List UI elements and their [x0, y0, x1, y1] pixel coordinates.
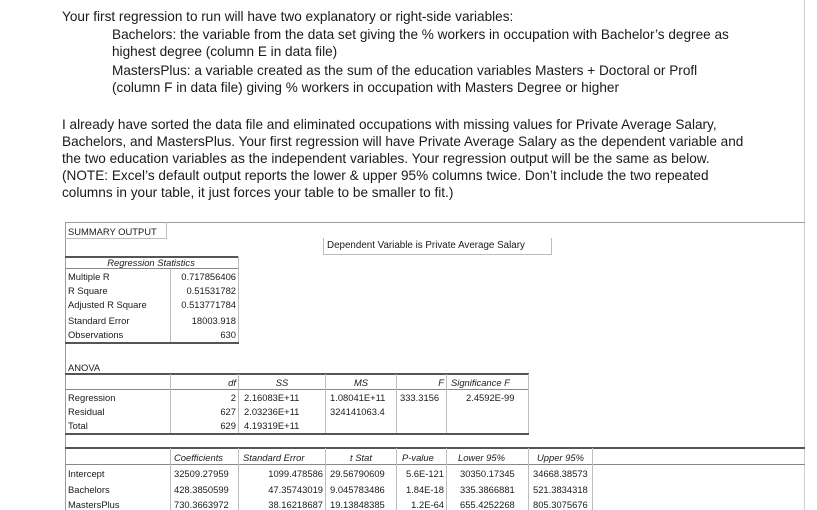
page-edge-line	[804, 0, 805, 510]
coef-col-divider	[325, 448, 326, 510]
coef-header-t: t Stat	[350, 452, 372, 463]
intro-text: Your first regression to run will have two explanatory or right-side variables:	[62, 9, 514, 24]
summary-cell-border	[166, 222, 167, 238]
coef-lower: 30350.17345	[460, 468, 515, 479]
coef-se: 1099.478586	[268, 468, 323, 479]
coef-header-coefficients: Coefficients	[174, 452, 223, 463]
anova-header-rule	[65, 389, 529, 390]
anova-col-divider	[238, 374, 239, 434]
coef-se: 47.35743019	[268, 484, 323, 495]
paragraph-line: Bachelors, and MastersPlus. Your first regression will have Private Average Salary as the dependent variable and	[62, 134, 744, 149]
anova-top-rule	[65, 373, 529, 375]
anova-df: 2	[230, 392, 236, 403]
anova-col-divider	[325, 374, 326, 434]
regstat-right-border	[238, 256, 239, 343]
coef-header-p: P-value	[402, 452, 434, 463]
anova-header-sig: Significance F	[451, 377, 510, 388]
anova-ss: 2.16083E+11	[244, 392, 300, 403]
paragraph-line: (NOTE: Excel’s default output reports the lower & upper 95% columns twice. Don’t include the two repeated	[62, 168, 709, 183]
coef-right-border	[592, 448, 593, 510]
anova-header-df: df	[228, 377, 236, 388]
dependent-note: Dependent Variable is Private Average Salary	[327, 240, 525, 251]
coef-header-se: Standard Error	[243, 452, 305, 463]
border-top	[65, 222, 805, 223]
regstat-bottom-rule	[65, 342, 239, 344]
stat-label: Observations	[68, 329, 124, 340]
paragraph-line: columns in your table, it just forces your table to be smaller to fit.)	[62, 185, 454, 200]
coef-upper: 805.3075676	[533, 499, 588, 510]
coef-p: 1.2E-64	[411, 499, 444, 510]
coef-upper: 521.3834318	[533, 484, 588, 495]
anova-df: 627	[220, 406, 236, 417]
dep-box-right	[551, 238, 552, 254]
anova-row-label: Total	[68, 420, 88, 431]
coef-se: 38.16218687	[268, 499, 323, 510]
stat-label: R Square	[68, 285, 108, 296]
coef-col-divider	[170, 448, 171, 510]
anova-row-label: Regression	[68, 392, 116, 403]
anova-bottom-rule	[65, 433, 529, 435]
regstat-header-rule	[65, 268, 239, 269]
anova-ss: 4.19319E+11	[244, 420, 300, 431]
coef-upper: 34668.38573	[533, 468, 588, 479]
dep-box-left	[323, 238, 324, 254]
summary-title: SUMMARY OUTPUT	[68, 226, 157, 237]
anova-col-divider	[396, 374, 397, 434]
anova-header-f: F	[438, 377, 444, 388]
coef-header-lower: Lower 95%	[458, 452, 505, 463]
coef-value: 32509.27959	[174, 468, 229, 479]
anova-ss: 2.03236E+11	[244, 406, 300, 417]
stat-label: Standard Error	[68, 315, 130, 326]
anova-ms: 324141063.4	[330, 406, 385, 417]
coef-t: 29.56790609	[330, 468, 385, 479]
regression-statistics-header: Regression Statistics	[107, 257, 195, 268]
coef-col-divider	[528, 448, 529, 510]
anova-header-ms: MS	[353, 377, 369, 388]
stat-label: Adjusted R Square	[68, 299, 147, 310]
coef-value: 730.3663972	[174, 499, 229, 510]
coef-col-divider	[446, 448, 447, 510]
dep-box-bottom	[323, 254, 552, 255]
masters-text-2: (column F in data file) giving % workers in occupation with Masters Degree or higher	[112, 80, 619, 95]
stat-value: 0.51531782	[186, 285, 236, 296]
coef-p: 5.6E-121	[405, 468, 444, 479]
anova-df: 629	[220, 420, 236, 431]
coef-header-rule	[65, 464, 805, 465]
coef-top-rule	[65, 447, 805, 449]
anova-row-label: Residual	[68, 406, 105, 417]
stat-value: 18003.918	[191, 315, 236, 326]
stat-value: 0.513771784	[181, 299, 236, 310]
coef-t: 19.13848385	[330, 499, 385, 510]
paragraph-line: I already have sorted the data file and eliminated occupations with missing values for Private Average Salary,	[62, 117, 717, 132]
coef-t: 9.045783486	[330, 484, 385, 495]
anova-sig: 2.4592E-99	[466, 392, 515, 403]
anova-title: ANOVA	[68, 362, 101, 373]
coef-p: 1.84E-18	[405, 484, 444, 495]
anova-col-divider	[446, 374, 447, 434]
coef-lower: 655.4252268	[460, 499, 515, 510]
coef-value: 428.3850599	[174, 484, 229, 495]
anova-ms: 1.08041E+11	[330, 392, 386, 403]
stat-value: 0.717856406	[181, 271, 236, 282]
bachelors-text-1: Bachelors: the variable from the data set giving the % workers in occupation with Bachelor’s degree as	[112, 27, 729, 42]
stat-label: Multiple R	[68, 271, 110, 282]
coef-row-label: MastersPlus	[68, 499, 120, 510]
coef-row-label: Intercept	[68, 468, 105, 479]
summary-cell-bottom	[65, 238, 167, 239]
anova-f: 333.3156	[400, 392, 440, 403]
bachelors-text-2: highest degree (column E in data file)	[112, 44, 338, 59]
masters-text-1: MastersPlus: a variable created as the sum of the education variables Masters + Doctoral or Profl	[112, 63, 698, 78]
coef-lower: 335.3866881	[460, 484, 515, 495]
coef-header-upper: Upper 95%	[537, 452, 584, 463]
stat-value: 630	[220, 329, 236, 340]
anova-header-ss: SS	[275, 377, 289, 388]
coef-row-label: Bachelors	[68, 484, 110, 495]
anova-right-border	[528, 374, 529, 434]
paragraph-line: the two education variables as the independent variables. Your regression output will be the same as below.	[62, 151, 710, 166]
